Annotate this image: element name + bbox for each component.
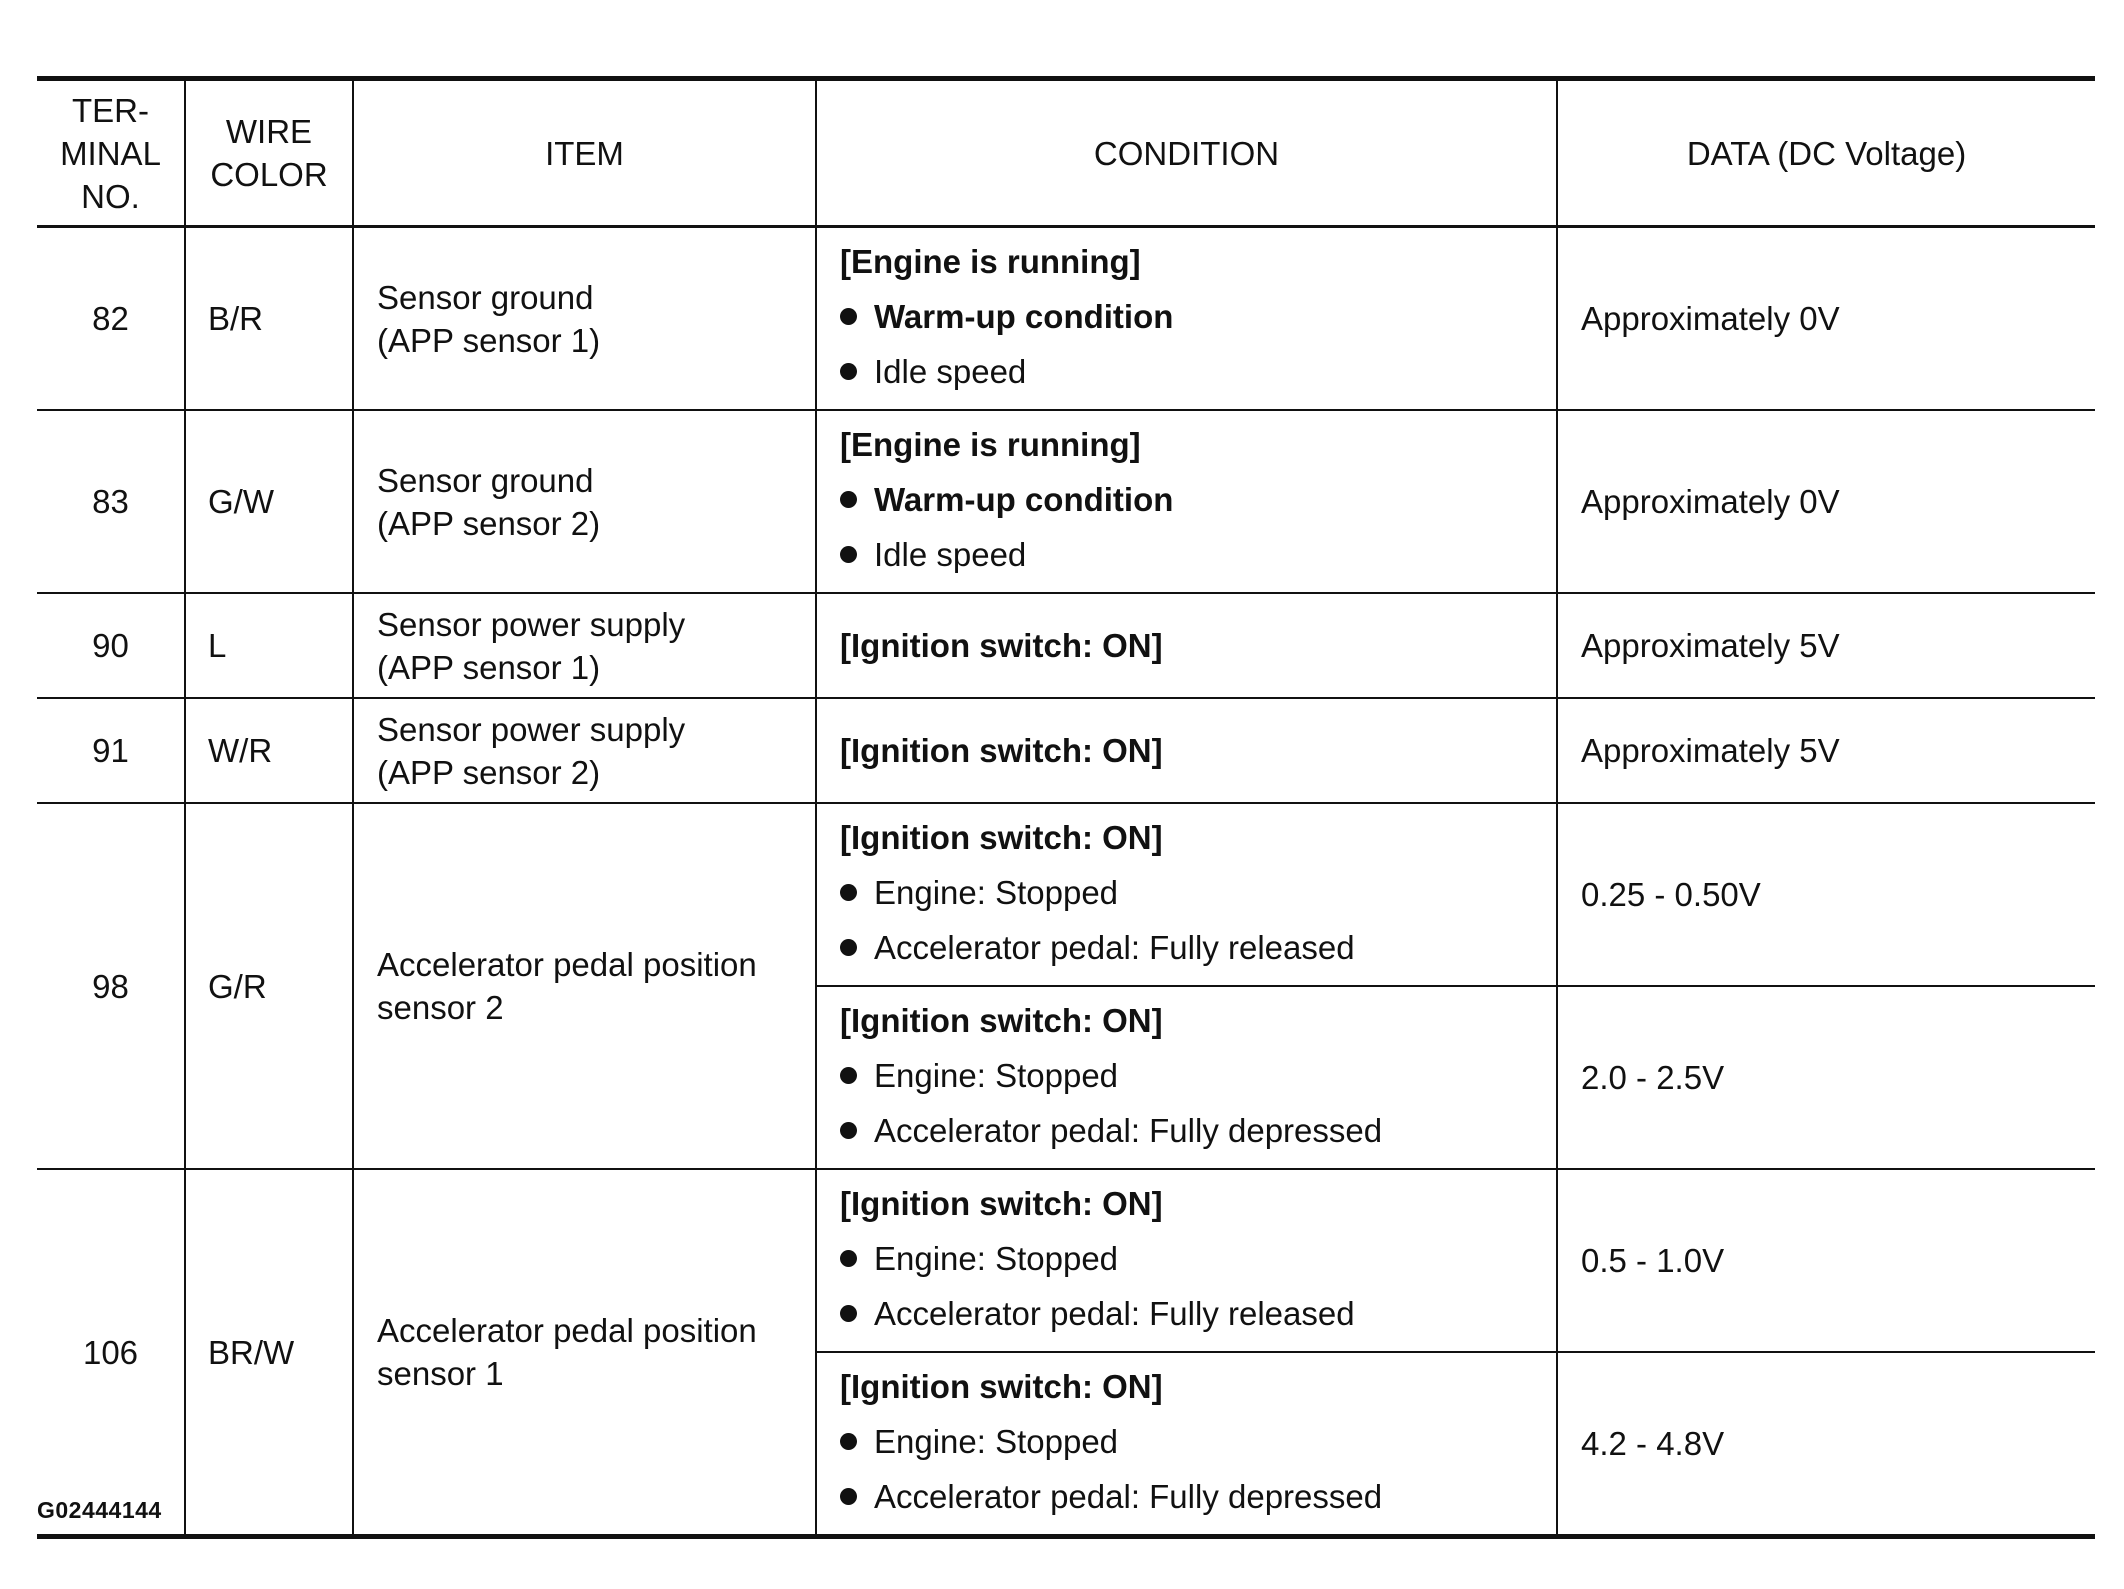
voltage-data-cell: 4.2 - 4.8V xyxy=(1557,1352,2095,1537)
wire-color-cell: W/R xyxy=(185,698,353,803)
condition-cell xyxy=(816,698,1557,803)
item-cell xyxy=(353,227,816,411)
voltage-data-cell: 0.25 - 0.50V xyxy=(1557,803,2095,986)
condition-bullet-item xyxy=(840,289,1548,344)
wire-color-cell: L xyxy=(185,593,353,698)
condition-bullet-text: Engine: Stopped xyxy=(874,874,1119,911)
item-cell xyxy=(353,593,816,698)
condition-bullet-item xyxy=(840,1231,1548,1286)
item-line: (APP sensor 2) xyxy=(377,504,601,542)
condition-bullet-item xyxy=(840,1103,1548,1158)
table-body xyxy=(37,227,2095,1537)
condition-bullet-item xyxy=(840,344,1548,399)
table-row xyxy=(37,410,2095,593)
bullet-icon xyxy=(840,1250,857,1267)
table-row xyxy=(37,227,2095,411)
item-line: (APP sensor 2) xyxy=(377,753,601,791)
wire-color-cell: G/W xyxy=(185,410,353,593)
condition-bullet-item xyxy=(840,865,1548,920)
header-terminal-no: TER- MINAL NO. xyxy=(37,79,185,227)
item-line: Sensor power supply xyxy=(377,710,686,748)
bullet-icon xyxy=(840,1305,857,1322)
condition-bullet-text: Accelerator pedal: Fully released xyxy=(874,929,1355,966)
bullet-icon xyxy=(840,1488,857,1505)
item-line: Sensor power supply xyxy=(377,605,686,643)
table-row xyxy=(37,803,2095,986)
condition-cell xyxy=(816,1352,1557,1537)
condition-bullet-text: Warm-up condition xyxy=(874,481,1174,518)
voltage-data-cell: Approximately 5V xyxy=(1557,593,2095,698)
item-cell xyxy=(353,698,816,803)
terminal-number-cell: 83 xyxy=(37,410,185,593)
condition-bullet-item xyxy=(840,1469,1548,1524)
condition-cell xyxy=(816,227,1557,411)
item-cell xyxy=(353,1169,816,1537)
document-code: G02444144 xyxy=(37,1497,162,1523)
terminal-number-cell: 106 xyxy=(37,1169,185,1537)
voltage-data-cell: Approximately 0V xyxy=(1557,410,2095,593)
bullet-icon xyxy=(840,1122,857,1139)
condition-heading: [Ignition switch: ON] xyxy=(840,1002,1163,1039)
item-cell xyxy=(353,803,816,1169)
condition-bullet-text: Accelerator pedal: Fully depressed xyxy=(874,1478,1383,1515)
terminal-number-cell: 98 xyxy=(37,803,185,1169)
condition-bullet-text: Accelerator pedal: Fully released xyxy=(874,1295,1355,1332)
condition-bullet-item xyxy=(840,527,1548,582)
condition-bullet-text: Idle speed xyxy=(874,353,1027,390)
condition-bullet-item xyxy=(840,1048,1548,1103)
wire-color-cell: B/R xyxy=(185,227,353,411)
condition-heading: [Ignition switch: ON] xyxy=(840,1368,1163,1405)
condition-bullet-text: Accelerator pedal: Fully depressed xyxy=(874,1112,1383,1149)
condition-bullet-item xyxy=(840,1286,1548,1341)
condition-heading: [Ignition switch: ON] xyxy=(840,1185,1163,1222)
item-line: (APP sensor 1) xyxy=(377,321,601,359)
condition-bullet-item xyxy=(840,1414,1548,1469)
condition-heading: [Ignition switch: ON] xyxy=(840,627,1163,664)
header-item: ITEM xyxy=(353,79,816,227)
bullet-icon xyxy=(840,1433,857,1450)
condition-bullet-item xyxy=(840,920,1548,975)
table-row xyxy=(37,593,2095,698)
voltage-data-cell: Approximately 5V xyxy=(1557,698,2095,803)
condition-heading: [Engine is running] xyxy=(840,243,1141,280)
header-wire-color: WIRE COLOR xyxy=(185,79,353,227)
item-cell xyxy=(353,410,816,593)
condition-bullet-text: Engine: Stopped xyxy=(874,1240,1119,1277)
item-line: Accelerator pedal position xyxy=(377,946,757,983)
item-line: sensor 2 xyxy=(377,989,504,1026)
condition-cell xyxy=(816,1169,1557,1352)
condition-cell xyxy=(816,593,1557,698)
terminal-data-sheet xyxy=(37,76,2095,1539)
table-row xyxy=(37,698,2095,803)
terminal-number-cell: 82 xyxy=(37,227,185,411)
item-line: (APP sensor 1) xyxy=(377,648,601,686)
wire-color-cell: G/R xyxy=(185,803,353,1169)
wire-color-cell: BR/W xyxy=(185,1169,353,1537)
condition-heading: [Engine is running] xyxy=(840,426,1141,463)
bullet-icon xyxy=(840,308,857,325)
bullet-icon xyxy=(840,1067,857,1084)
condition-bullet-text: Warm-up condition xyxy=(874,298,1174,335)
condition-cell xyxy=(816,410,1557,593)
item-line: Sensor ground xyxy=(377,278,594,316)
condition-bullet-text: Engine: Stopped xyxy=(874,1423,1119,1460)
header-condition: CONDITION xyxy=(816,79,1557,227)
item-line: sensor 1 xyxy=(377,1355,504,1392)
condition-bullet-text: Idle speed xyxy=(874,536,1027,573)
condition-cell xyxy=(816,986,1557,1169)
voltage-data-cell: Approximately 0V xyxy=(1557,227,2095,411)
bullet-icon xyxy=(840,363,857,380)
item-line: Sensor ground xyxy=(377,461,594,499)
item-line: Accelerator pedal position xyxy=(377,1312,757,1349)
bullet-icon xyxy=(840,939,857,956)
condition-heading: [Ignition switch: ON] xyxy=(840,732,1163,769)
terminal-number-cell: 91 xyxy=(37,698,185,803)
condition-bullet-text: Engine: Stopped xyxy=(874,1057,1119,1094)
condition-heading: [Ignition switch: ON] xyxy=(840,819,1163,856)
header-data: DATA (DC Voltage) xyxy=(1557,79,2095,227)
table-row xyxy=(37,1169,2095,1352)
voltage-data-cell: 0.5 - 1.0V xyxy=(1557,1169,2095,1352)
bullet-icon xyxy=(840,884,857,901)
terminal-data-table xyxy=(37,76,2095,1539)
terminal-number-cell: 90 xyxy=(37,593,185,698)
condition-bullet-item xyxy=(840,472,1548,527)
condition-cell xyxy=(816,803,1557,986)
bullet-icon xyxy=(840,491,857,508)
bullet-icon xyxy=(840,546,857,563)
voltage-data-cell: 2.0 - 2.5V xyxy=(1557,986,2095,1169)
table-header-row xyxy=(37,79,2095,227)
